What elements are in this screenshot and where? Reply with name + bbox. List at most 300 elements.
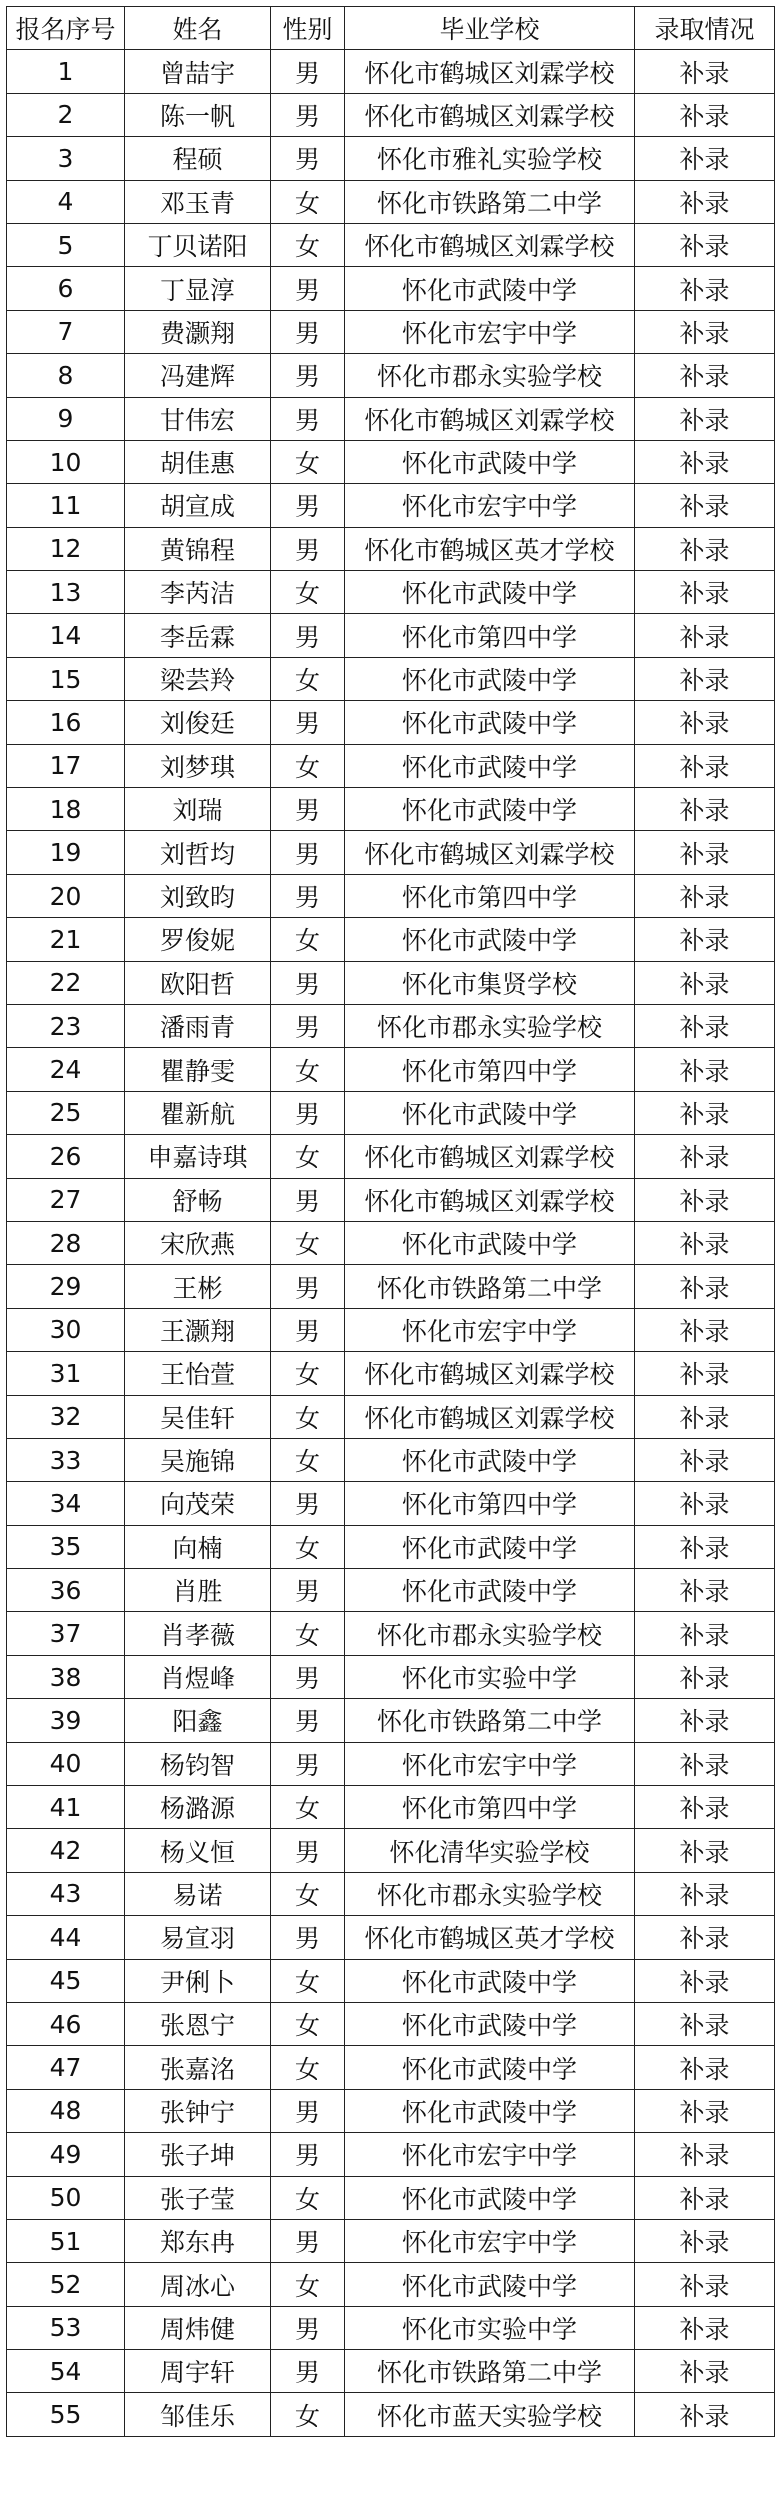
cell-gender: 男: [271, 614, 345, 657]
cell-name: 张恩宁: [125, 2002, 271, 2045]
cell-status: 补录: [635, 484, 775, 527]
cell-name: 杨潞源: [125, 1786, 271, 1829]
cell-gender: 男: [271, 50, 345, 93]
cell-status: 补录: [635, 2263, 775, 2306]
cell-school: 怀化市武陵中学: [345, 657, 635, 700]
table-row: [7, 2350, 775, 2393]
cell-school: 怀化市武陵中学: [345, 571, 635, 614]
cell-status: 补录: [635, 137, 775, 180]
cell-gender: 男: [271, 484, 345, 527]
cell-school: 怀化市武陵中学: [345, 744, 635, 787]
cell-gender: 男: [271, 1178, 345, 1221]
table-row: [7, 1048, 775, 1091]
cell-number: 19: [7, 831, 125, 874]
table-row: [7, 527, 775, 570]
table-row: [7, 2263, 775, 2306]
cell-name: 甘伟宏: [125, 397, 271, 440]
cell-school: 怀化市第四中学: [345, 874, 635, 917]
cell-name: 王灏翔: [125, 1308, 271, 1351]
cell-school: 怀化市武陵中学: [345, 2176, 635, 2219]
cell-school: 怀化市郡永实验学校: [345, 354, 635, 397]
cell-name: 肖孝薇: [125, 1612, 271, 1655]
cell-name: 梁芸羚: [125, 657, 271, 700]
cell-number: 29: [7, 1265, 125, 1308]
cell-name: 申嘉诗琪: [125, 1135, 271, 1178]
cell-gender: 女: [271, 1612, 345, 1655]
table-row: [7, 2219, 775, 2262]
cell-status: 补录: [635, 2046, 775, 2089]
table-row: [7, 701, 775, 744]
table-row: [7, 614, 775, 657]
cell-name: 肖煜峰: [125, 1655, 271, 1698]
cell-gender: 男: [271, 310, 345, 353]
cell-name: 张钟宁: [125, 2089, 271, 2132]
table-row: [7, 788, 775, 831]
cell-status: 补录: [635, 1135, 775, 1178]
cell-name: 欧阳哲: [125, 961, 271, 1004]
cell-number: 51: [7, 2219, 125, 2262]
cell-status: 补录: [635, 50, 775, 93]
cell-name: 周炜健: [125, 2306, 271, 2349]
cell-name: 吴施锦: [125, 1438, 271, 1481]
cell-name: 王彬: [125, 1265, 271, 1308]
table-row: [7, 223, 775, 266]
cell-school: 怀化市鹤城区刘霖学校: [345, 1395, 635, 1438]
cell-status: 补录: [635, 2002, 775, 2045]
cell-gender: 男: [271, 354, 345, 397]
cell-name: 张嘉洺: [125, 2046, 271, 2089]
cell-number: 4: [7, 180, 125, 223]
cell-number: 32: [7, 1395, 125, 1438]
cell-number: 26: [7, 1135, 125, 1178]
cell-status: 补录: [635, 1265, 775, 1308]
cell-name: 吴佳轩: [125, 1395, 271, 1438]
table-row: [7, 831, 775, 874]
cell-gender: 男: [271, 701, 345, 744]
cell-status: 补录: [635, 1916, 775, 1959]
cell-number: 11: [7, 484, 125, 527]
cell-school: 怀化市鹤城区刘霖学校: [345, 50, 635, 93]
cell-school: 怀化市第四中学: [345, 614, 635, 657]
cell-school: 怀化市鹤城区刘霖学校: [345, 1135, 635, 1178]
cell-number: 22: [7, 961, 125, 1004]
cell-school: 怀化市武陵中学: [345, 788, 635, 831]
cell-number: 49: [7, 2133, 125, 2176]
cell-school: 怀化市第四中学: [345, 1786, 635, 1829]
cell-status: 补录: [635, 223, 775, 266]
cell-number: 5: [7, 223, 125, 266]
cell-status: 补录: [635, 1352, 775, 1395]
table-row: [7, 2176, 775, 2219]
table-row: [7, 961, 775, 1004]
table-row: [7, 93, 775, 136]
cell-school: 怀化市武陵中学: [345, 1959, 635, 2002]
cell-school: 怀化市第四中学: [345, 1048, 635, 1091]
cell-gender: 女: [271, 2393, 345, 2436]
cell-gender: 女: [271, 571, 345, 614]
cell-gender: 男: [271, 2350, 345, 2393]
cell-school: 怀化市武陵中学: [345, 2046, 635, 2089]
table-row: [7, 1135, 775, 1178]
cell-school: 怀化市宏宇中学: [345, 484, 635, 527]
table-row: [7, 354, 775, 397]
cell-gender: 女: [271, 1438, 345, 1481]
cell-name: 罗俊妮: [125, 918, 271, 961]
cell-number: 53: [7, 2306, 125, 2349]
cell-name: 陈一帆: [125, 93, 271, 136]
cell-number: 45: [7, 1959, 125, 2002]
cell-gender: 男: [271, 2219, 345, 2262]
cell-number: 23: [7, 1004, 125, 1047]
cell-number: 41: [7, 1786, 125, 1829]
cell-gender: 男: [271, 1308, 345, 1351]
cell-status: 补录: [635, 1395, 775, 1438]
cell-school: 怀化市宏宇中学: [345, 1742, 635, 1785]
cell-school: 怀化市武陵中学: [345, 2263, 635, 2306]
cell-gender: 女: [271, 1872, 345, 1915]
cell-number: 52: [7, 2263, 125, 2306]
cell-gender: 男: [271, 1699, 345, 1742]
table-row: [7, 397, 775, 440]
cell-number: 33: [7, 1438, 125, 1481]
cell-school: 怀化市鹤城区刘霖学校: [345, 93, 635, 136]
table-row: [7, 1221, 775, 1264]
cell-number: 44: [7, 1916, 125, 1959]
cell-status: 补录: [635, 1482, 775, 1525]
cell-name: 李芮洁: [125, 571, 271, 614]
cell-number: 2: [7, 93, 125, 136]
cell-name: 瞿新航: [125, 1091, 271, 1134]
cell-school: 怀化市宏宇中学: [345, 310, 635, 353]
table-row: [7, 1959, 775, 2002]
table-row: [7, 2393, 775, 2436]
cell-number: 35: [7, 1525, 125, 1568]
table-row: [7, 1655, 775, 1698]
cell-name: 易宣羽: [125, 1916, 271, 1959]
cell-school: 怀化市武陵中学: [345, 1221, 635, 1264]
table-row: [7, 1004, 775, 1047]
cell-school: 怀化市鹤城区英才学校: [345, 527, 635, 570]
cell-gender: 男: [271, 2133, 345, 2176]
cell-gender: 女: [271, 1135, 345, 1178]
cell-gender: 女: [271, 1221, 345, 1264]
header-row: [7, 7, 775, 50]
cell-school: 怀化市宏宇中学: [345, 2133, 635, 2176]
cell-school: 怀化市铁路第二中学: [345, 180, 635, 223]
cell-status: 补录: [635, 918, 775, 961]
header-cell-gender: 性别: [271, 7, 345, 50]
cell-gender: 男: [271, 1829, 345, 1872]
cell-school: 怀化市武陵中学: [345, 2089, 635, 2132]
cell-gender: 女: [271, 1395, 345, 1438]
cell-school: 怀化市郡永实验学校: [345, 1872, 635, 1915]
cell-status: 补录: [635, 1438, 775, 1481]
cell-status: 补录: [635, 1786, 775, 1829]
cell-gender: 男: [271, 1004, 345, 1047]
cell-status: 补录: [635, 614, 775, 657]
cell-number: 24: [7, 1048, 125, 1091]
cell-status: 补录: [635, 2306, 775, 2349]
cell-name: 冯建辉: [125, 354, 271, 397]
cell-status: 补录: [635, 2176, 775, 2219]
cell-school: 怀化市实验中学: [345, 1655, 635, 1698]
cell-gender: 男: [271, 1916, 345, 1959]
cell-gender: 女: [271, 744, 345, 787]
cell-name: 向茂荣: [125, 1482, 271, 1525]
cell-status: 补录: [635, 1699, 775, 1742]
cell-gender: 男: [271, 961, 345, 1004]
table-row: [7, 1178, 775, 1221]
cell-gender: 男: [271, 874, 345, 917]
cell-status: 补录: [635, 1004, 775, 1047]
cell-number: 18: [7, 788, 125, 831]
cell-school: 怀化市宏宇中学: [345, 1308, 635, 1351]
cell-school: 怀化市铁路第二中学: [345, 1265, 635, 1308]
cell-gender: 男: [271, 1569, 345, 1612]
cell-status: 补录: [635, 93, 775, 136]
table-row: [7, 267, 775, 310]
cell-school: 怀化市郡永实验学校: [345, 1612, 635, 1655]
cell-school: 怀化市雅礼实验学校: [345, 137, 635, 180]
table-row: [7, 440, 775, 483]
cell-gender: 男: [271, 1482, 345, 1525]
cell-school: 怀化市武陵中学: [345, 267, 635, 310]
table-row: [7, 918, 775, 961]
cell-gender: 女: [271, 2046, 345, 2089]
table-row: [7, 484, 775, 527]
cell-gender: 女: [271, 223, 345, 266]
cell-status: 补录: [635, 1655, 775, 1698]
cell-number: 27: [7, 1178, 125, 1221]
cell-status: 补录: [635, 397, 775, 440]
cell-status: 补录: [635, 1525, 775, 1568]
cell-status: 补录: [635, 2133, 775, 2176]
cell-status: 补录: [635, 1308, 775, 1351]
cell-school: 怀化市武陵中学: [345, 2002, 635, 2045]
cell-gender: 男: [271, 788, 345, 831]
cell-school: 怀化市郡永实验学校: [345, 1004, 635, 1047]
table-row: [7, 1265, 775, 1308]
cell-name: 刘致昀: [125, 874, 271, 917]
cell-school: 怀化清华实验学校: [345, 1829, 635, 1872]
cell-number: 7: [7, 310, 125, 353]
cell-name: 刘哲均: [125, 831, 271, 874]
cell-status: 补录: [635, 1829, 775, 1872]
cell-school: 怀化市武陵中学: [345, 440, 635, 483]
cell-gender: 女: [271, 2002, 345, 2045]
header-cell-status: 录取情况: [635, 7, 775, 50]
cell-school: 怀化市鹤城区刘霖学校: [345, 831, 635, 874]
cell-name: 郑东冉: [125, 2219, 271, 2262]
cell-name: 杨义恒: [125, 1829, 271, 1872]
table-row: [7, 2133, 775, 2176]
cell-school: 怀化市武陵中学: [345, 1525, 635, 1568]
cell-number: 28: [7, 1221, 125, 1264]
cell-number: 34: [7, 1482, 125, 1525]
cell-gender: 男: [271, 1091, 345, 1134]
cell-name: 尹俐卜: [125, 1959, 271, 2002]
cell-status: 补录: [635, 180, 775, 223]
cell-school: 怀化市武陵中学: [345, 918, 635, 961]
cell-name: 丁显淳: [125, 267, 271, 310]
cell-number: 39: [7, 1699, 125, 1742]
cell-number: 40: [7, 1742, 125, 1785]
cell-number: 36: [7, 1569, 125, 1612]
cell-name: 瞿静雯: [125, 1048, 271, 1091]
cell-number: 3: [7, 137, 125, 180]
cell-number: 43: [7, 1872, 125, 1915]
cell-name: 刘梦琪: [125, 744, 271, 787]
table-row: [7, 1786, 775, 1829]
table-row: [7, 571, 775, 614]
cell-gender: 男: [271, 267, 345, 310]
cell-number: 16: [7, 701, 125, 744]
cell-number: 55: [7, 2393, 125, 2436]
cell-number: 14: [7, 614, 125, 657]
cell-number: 8: [7, 354, 125, 397]
cell-gender: 男: [271, 1655, 345, 1698]
cell-name: 曾喆宇: [125, 50, 271, 93]
cell-name: 刘瑞: [125, 788, 271, 831]
cell-gender: 女: [271, 2176, 345, 2219]
cell-name: 周冰心: [125, 2263, 271, 2306]
cell-name: 刘俊廷: [125, 701, 271, 744]
cell-school: 怀化市鹤城区刘霖学校: [345, 223, 635, 266]
cell-school: 怀化市武陵中学: [345, 1438, 635, 1481]
cell-name: 舒畅: [125, 1178, 271, 1221]
cell-gender: 女: [271, 1352, 345, 1395]
cell-status: 补录: [635, 1612, 775, 1655]
cell-name: 潘雨青: [125, 1004, 271, 1047]
cell-name: 胡佳惠: [125, 440, 271, 483]
cell-status: 补录: [635, 310, 775, 353]
cell-gender: 男: [271, 93, 345, 136]
cell-gender: 女: [271, 918, 345, 961]
cell-school: 怀化市武陵中学: [345, 701, 635, 744]
table-row: [7, 2306, 775, 2349]
cell-status: 补录: [635, 701, 775, 744]
cell-name: 张子坤: [125, 2133, 271, 2176]
cell-number: 25: [7, 1091, 125, 1134]
cell-number: 17: [7, 744, 125, 787]
cell-status: 补录: [635, 657, 775, 700]
cell-school: 怀化市鹤城区刘霖学校: [345, 1178, 635, 1221]
cell-name: 王怡萱: [125, 1352, 271, 1395]
table-row: [7, 1742, 775, 1785]
cell-number: 13: [7, 571, 125, 614]
cell-status: 补录: [635, 354, 775, 397]
cell-school: 怀化市蓝天实验学校: [345, 2393, 635, 2436]
table-row: [7, 1612, 775, 1655]
cell-status: 补录: [635, 2393, 775, 2436]
table-row: [7, 1525, 775, 1568]
cell-status: 补录: [635, 1048, 775, 1091]
cell-name: 邓玉青: [125, 180, 271, 223]
table-row: [7, 50, 775, 93]
cell-name: 宋欣燕: [125, 1221, 271, 1264]
cell-name: 丁贝诺阳: [125, 223, 271, 266]
cell-school: 怀化市铁路第二中学: [345, 2350, 635, 2393]
cell-name: 向楠: [125, 1525, 271, 1568]
cell-gender: 女: [271, 2263, 345, 2306]
cell-gender: 女: [271, 1959, 345, 2002]
cell-school: 怀化市武陵中学: [345, 1569, 635, 1612]
cell-name: 胡宣成: [125, 484, 271, 527]
cell-status: 补录: [635, 831, 775, 874]
cell-number: 10: [7, 440, 125, 483]
cell-gender: 男: [271, 137, 345, 180]
cell-gender: 男: [271, 527, 345, 570]
cell-school: 怀化市实验中学: [345, 2306, 635, 2349]
cell-number: 1: [7, 50, 125, 93]
cell-gender: 女: [271, 1786, 345, 1829]
table-row: [7, 1308, 775, 1351]
cell-status: 补录: [635, 267, 775, 310]
cell-number: 48: [7, 2089, 125, 2132]
cell-name: 李岳霖: [125, 614, 271, 657]
admission-table: [6, 6, 775, 2437]
table-row: [7, 1829, 775, 1872]
table-row: [7, 874, 775, 917]
cell-number: 50: [7, 2176, 125, 2219]
table-row: [7, 1091, 775, 1134]
cell-name: 张子莹: [125, 2176, 271, 2219]
cell-status: 补录: [635, 527, 775, 570]
table-row: [7, 657, 775, 700]
cell-school: 怀化市宏宇中学: [345, 2219, 635, 2262]
cell-status: 补录: [635, 571, 775, 614]
cell-name: 阳鑫: [125, 1699, 271, 1742]
cell-number: 20: [7, 874, 125, 917]
cell-number: 9: [7, 397, 125, 440]
cell-gender: 男: [271, 2306, 345, 2349]
cell-name: 邹佳乐: [125, 2393, 271, 2436]
header-cell-number: 报名序号: [7, 7, 125, 50]
table-row: [7, 2046, 775, 2089]
table-row: [7, 137, 775, 180]
table-body: [7, 50, 775, 2436]
cell-status: 补录: [635, 874, 775, 917]
cell-status: 补录: [635, 2350, 775, 2393]
cell-number: 31: [7, 1352, 125, 1395]
table-row: [7, 310, 775, 353]
cell-status: 补录: [635, 2089, 775, 2132]
cell-school: 怀化市鹤城区刘霖学校: [345, 1352, 635, 1395]
cell-status: 补录: [635, 440, 775, 483]
cell-number: 12: [7, 527, 125, 570]
cell-number: 30: [7, 1308, 125, 1351]
cell-status: 补录: [635, 1091, 775, 1134]
cell-school: 怀化市武陵中学: [345, 1091, 635, 1134]
cell-number: 46: [7, 2002, 125, 2045]
table-row: [7, 2089, 775, 2132]
table-row: [7, 180, 775, 223]
table-row: [7, 744, 775, 787]
cell-number: 47: [7, 2046, 125, 2089]
cell-number: 54: [7, 2350, 125, 2393]
table-row: [7, 2002, 775, 2045]
header-cell-name: 姓名: [125, 7, 271, 50]
cell-school: 怀化市集贤学校: [345, 961, 635, 1004]
cell-number: 21: [7, 918, 125, 961]
cell-gender: 女: [271, 1048, 345, 1091]
table-row: [7, 1395, 775, 1438]
cell-status: 补录: [635, 2219, 775, 2262]
cell-status: 补录: [635, 961, 775, 1004]
cell-name: 周宇轩: [125, 2350, 271, 2393]
cell-number: 6: [7, 267, 125, 310]
cell-status: 补录: [635, 788, 775, 831]
